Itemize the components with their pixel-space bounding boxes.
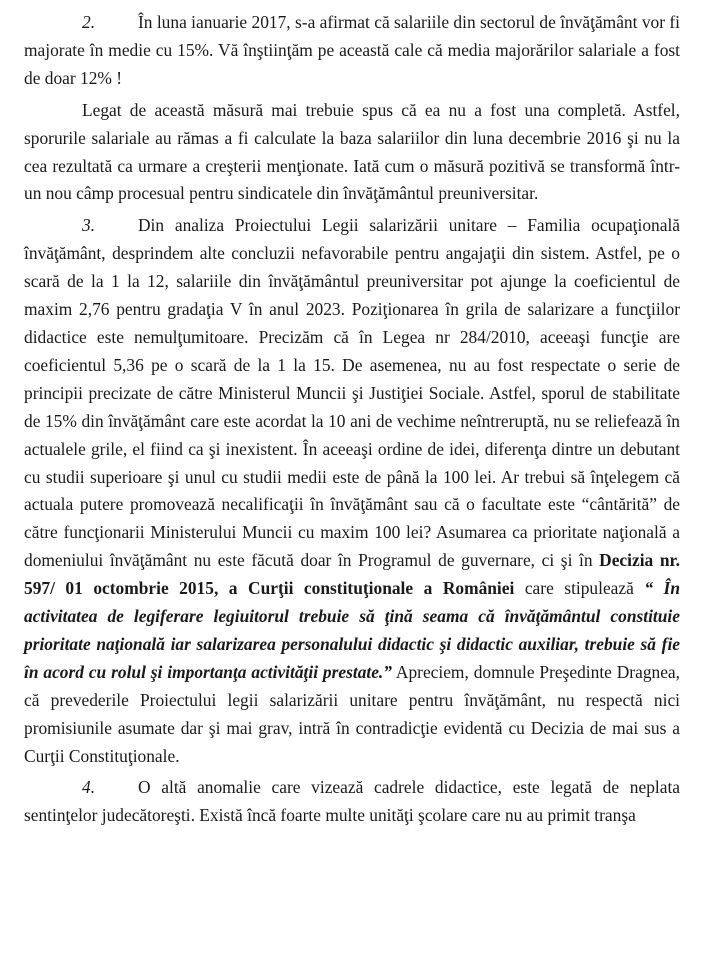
paragraph-text: care stipulează — [514, 578, 645, 599]
decision-quote: “ În activitatea de legiferare legiuitorul trebuie să ţină seama că învăţământul constituie prioritate naţională iar salarizarea personalului didactic şi didactic auxiliar, trebuie să fie în acord cu rolul şi importanţa activităţii prestate.” — [24, 578, 680, 682]
paragraph-3 — [24, 212, 680, 770]
paragraph-2-continuation — [24, 97, 680, 209]
paragraph-text: O altă anomalie care vizează cadrele didactice, este legată de neplata sentinţelor judecătoreşti. Există încă foarte multe unităţi şcolare care nu au primit tranşa — [24, 777, 680, 826]
paragraph-text: Apreciem, domnule Preşedinte Dragnea, că prevederile Proiectului legii salarizării unitare pentru învăţământ, nu respectă nici promisiunile asumate dar şi mai grav, intră în contradicţie evidentă cu Decizia de mai sus a Curţii Constituţionale. — [24, 661, 680, 766]
paragraph-text: În luna ianuarie 2017, s-a afirmat că salariile din sectorul de învăţământ vor fi majorate în medie cu 15%. Vă înştiinţăm pe această cale că media majorărilor salariale a fost de doar 12% ! — [24, 12, 680, 88]
paragraph-text: Din analiza Proiectului Legii salarizării unitare – Familia ocupaţională învăţământ, desprindem alte concluzii nefavorabile pentru angajaţii din sistem. Astfel, pe o scară de la 1 la 12, salariile din învăţământul preuniversitar pot ajunge la coeficientul de maxim 2,76 pentru gradaţia V în anul 2023. Poziţionarea în grila de salarizare a funcţiilor didactice este nemulţumitoare. Precizăm că în Legea nr 284/2010, aceeaşi funcţie are coeficientul 5,36 pe o scară de la 1 la 15. De asemenea, nu au fost respectate o serie de principii precizate de către Ministerul Muncii şi Justiţiei Sociale. Astfel, sporul de stabilitate de 15% din învăţământ care este acordat la 10 ani de vechime neîntreruptă, nu se reliefează în actualele grile, el fiind ca şi inexistent. În aceeaşi ordine de idei, diferenţa dintre un debutant cu studii superioare şi unul cu studii medii este de până la 100 lei. Ar trebui să înţelegem că actuala putere promovează necalificaţii în învăţământ sau că o facultate este “cântărită” de către funcţionarii Ministerului Muncii cu maxim 100 lei? Asumarea ca prioritate naţională a domeniului învăţământ nu este făcută doar în Programul de guvernare, ci şi în — [24, 215, 680, 571]
paragraph-number: 4. — [82, 777, 96, 798]
decision-reference: Decizia nr. 597/ 01 octombrie 2015, a Curţii constituţionale a României — [24, 550, 680, 599]
document-page — [24, 9, 680, 830]
paragraph-number: 2. — [82, 12, 96, 32]
paragraph-number: 3. — [82, 215, 96, 236]
paragraph-text: Legat de această măsură mai trebuie spus că ea nu a fost una completă. Astfel, sporurile salariale au rămas a fi calculate la baza salariilor din luna decembrie 2016 şi nu la cea rezultată ca urmare a creşterii menţionate. Iată cum o măsură pozitivă se transformă într-un nou câmp procesual pentru sindicatele din învăţământul preuniversitar. — [24, 99, 680, 204]
paragraph-4 — [24, 774, 680, 830]
paragraph-2 — [24, 9, 680, 93]
